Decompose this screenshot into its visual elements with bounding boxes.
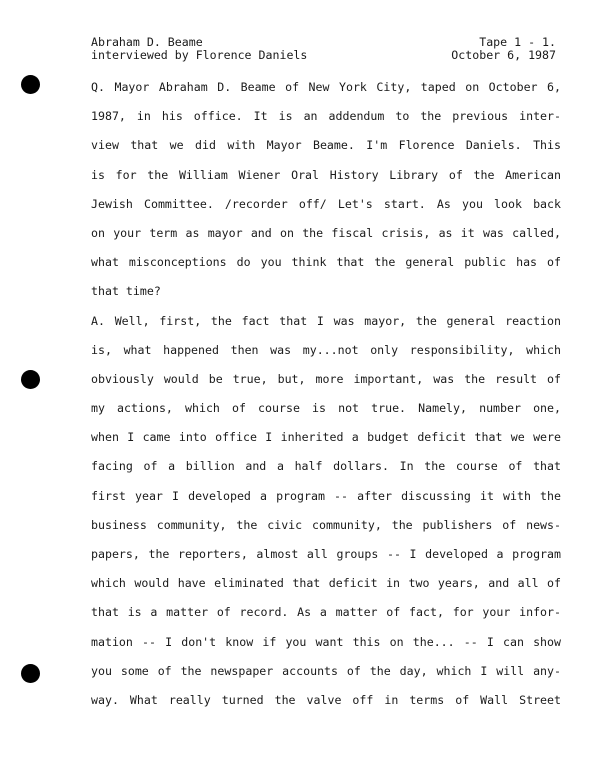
- interviewer-credit: interviewed by Florence Daniels: [91, 48, 308, 62]
- punch-hole: [21, 75, 40, 94]
- transcript-line: obviously would be true, but, more important, was the result of: [91, 371, 561, 386]
- tape-number: Tape 1 - 1.: [479, 35, 556, 49]
- transcript-line: papers, the reporters, almost all groups -- I developed a program: [91, 547, 561, 561]
- interviewee-name: Abraham D. Beame: [91, 35, 203, 49]
- transcript-body: [91, 81, 561, 723]
- interview-date: October 6, 1987: [451, 48, 556, 62]
- transcript-line: way. What really turned the valve off in terms of Wall Street: [91, 692, 561, 707]
- transcript-line: Jewish Committee. /recorder off/ Let's start. As you look back: [91, 196, 561, 211]
- transcript-line: Q. Mayor Abraham D. Beame of New York City, taped on October 6,: [91, 80, 561, 94]
- punch-hole: [21, 664, 40, 683]
- transcript-line: mation -- I don't know if you want this on the... -- I can show: [91, 634, 561, 649]
- header-right: [451, 36, 556, 62]
- transcript-line: facing of a billion and a half dollars. In the course of that: [91, 459, 561, 474]
- transcript-line: is for the William Wiener Oral History Library of the American: [91, 167, 561, 182]
- transcript-line: view that we did with Mayor Beame. I'm Florence Daniels. This: [91, 138, 561, 153]
- transcript-line: A. Well, first, the fact that I was mayor, the general reaction: [91, 313, 561, 328]
- transcript-line: what misconceptions do you think that the general public has of: [91, 255, 561, 270]
- transcript-line: that time?: [91, 284, 161, 299]
- transcript-line: first year I developed a program -- after discussing it with the: [91, 488, 561, 503]
- punch-hole: [21, 370, 40, 389]
- transcript-line: business community, the civic community, the publishers of news-: [91, 517, 561, 532]
- transcript-line: 1987, in his office. It is an addendum to the previous inter-: [91, 109, 561, 124]
- transcript-line: which would have eliminated that deficit in two years, and all of: [91, 576, 561, 591]
- transcript-line: on your term as mayor and on the fiscal crisis, as it was called,: [91, 225, 561, 240]
- transcript-line: is, what happened then was my...not only responsibility, which: [91, 342, 561, 357]
- header-left: [91, 36, 307, 62]
- transcript-line: that is a matter of record. As a matter of fact, for your infor-: [91, 605, 561, 620]
- transcript-line: when I came into office I inherited a budget deficit that we were: [91, 430, 561, 445]
- transcript-line: my actions, which of course is not true. Namely, number one,: [91, 401, 561, 416]
- transcript-line: you some of the newspaper accounts of the day, which I will any-: [91, 663, 561, 678]
